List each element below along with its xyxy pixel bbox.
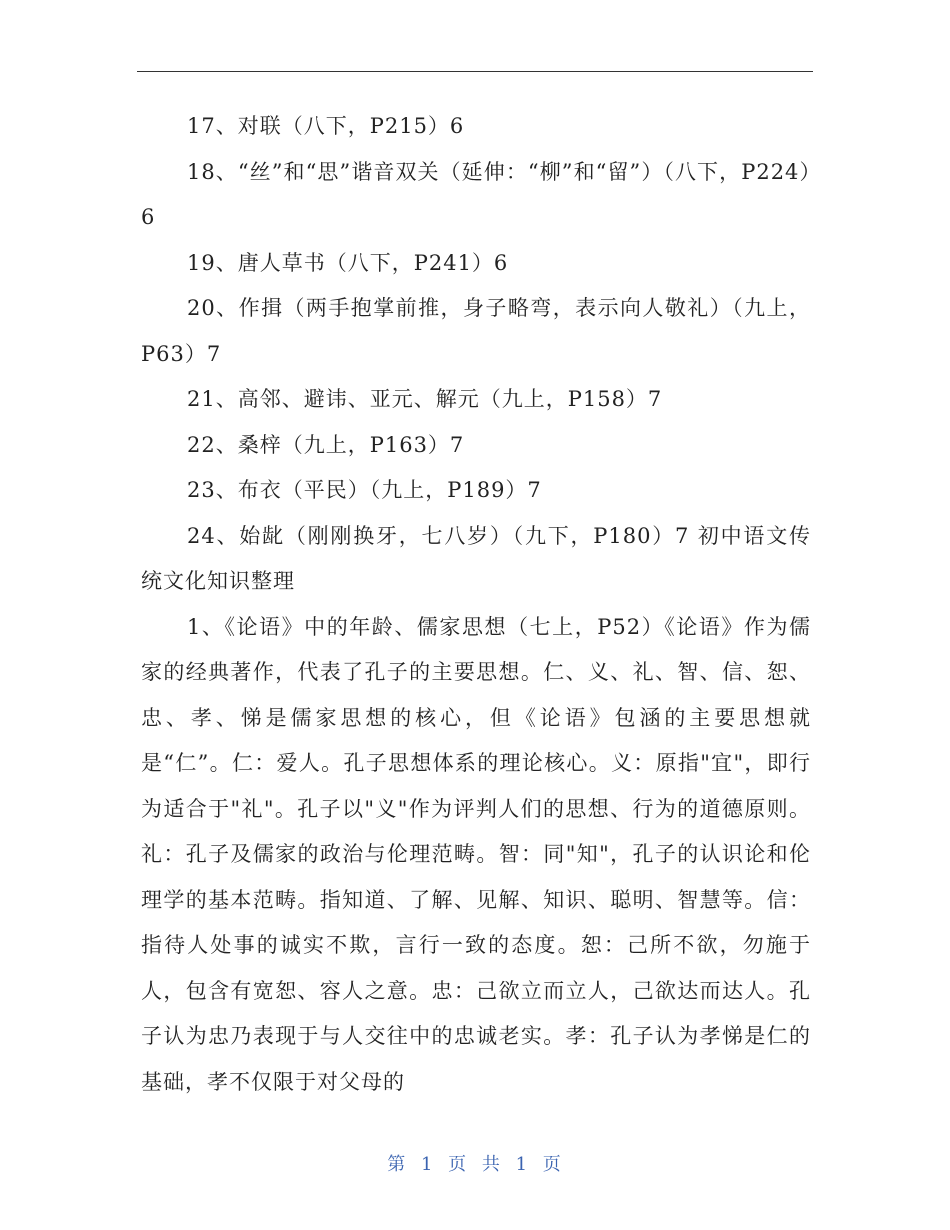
footer-total-unit: 页 (542, 1154, 563, 1175)
list-item: 1、《论语》中的年龄、儒家思想（七上，P52）《论语》作为儒家的经典著作，代表了孔子的主要思想。仁、义、礼、智、信、恕、忠、孝、悌是儒家思想的核心，但《论语》包涵的主要思想就是“仁”。仁：爱人。孔子思想体系的理论核心。义：原指"宜"，即行为适合于"礼"。孔子以"义"作为评判人们的思想、行为的道德原则。礼：孔子及儒家的政治与伦理范畴。智：同"知"，孔子的认识论和伦理学的基本范畴。指知道、了解、见解、知识、聪明、智慧等。信：指待人处事的诚实不欺，言行一致的态度。恕：己所不欲，勿施于人，包含有宽恕、容人之意。忠：己欲立而立人，己欲达而达人。孔子认为忠乃表现于与人交往中的忠诚老实。孝：孔子认为孝悌是仁的基础，孝不仅限于对父母的 (141, 614, 811, 1094)
page-footer (0, 1150, 950, 1176)
list-item: 17、对联（八下，P215）6 (187, 114, 465, 138)
footer-page-label: 第 (387, 1154, 408, 1175)
list-item: 18、“丝”和“思”谐音双关（延伸：“柳”和“留”）（八下，P224）6 (141, 159, 811, 229)
footer-page-number: 1 (420, 1154, 435, 1175)
header-divider (137, 71, 813, 72)
list-item: 24、始龀（刚刚换牙，七八岁）（九下，P180）7 初中语文传统文化知识整理 (141, 523, 811, 593)
document-body (141, 104, 811, 1105)
footer-total-label: 共 (481, 1154, 502, 1175)
footer-page-unit: 页 (448, 1154, 469, 1175)
list-item: 19、唐人草书（八下，P241）6 (187, 250, 509, 275)
list-item: 22、桑梓（九上，P163）7 (187, 432, 465, 457)
list-item: 21、高邻、避讳、亚元、解元（九上，P158）7 (187, 387, 663, 411)
footer-total-number: 1 (515, 1154, 530, 1175)
list-item: 23、布衣（平民）（九上，P189）7 (187, 478, 542, 502)
list-item: 20、作揖（两手抱掌前推，身子略弯，表示向人敬礼）（九上，P63）7 (141, 296, 811, 366)
